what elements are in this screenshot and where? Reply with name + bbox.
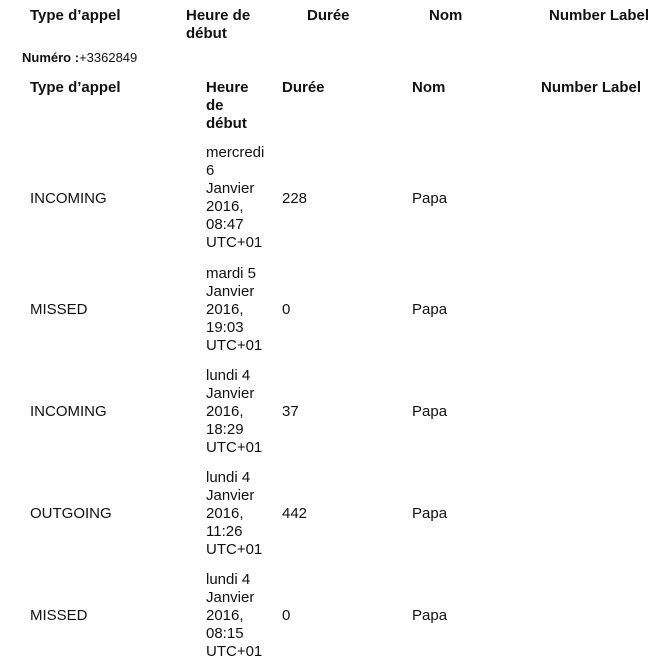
call-duration: 442 xyxy=(282,505,308,522)
header-name: Nom xyxy=(429,7,463,24)
call-start-time: mercredi 6 Janvier 2016, 08:47 UTC+01 xyxy=(206,144,265,251)
header-type: Type d’appel xyxy=(30,7,121,24)
phone-number-value: +3362849 xyxy=(79,50,138,65)
contact-name: Papa xyxy=(412,190,448,207)
table-row xyxy=(0,571,664,663)
call-duration: 0 xyxy=(282,301,291,318)
header-duration: Durée xyxy=(307,7,350,24)
call-start-time: lundi 4 Janvier 2016, 08:15 UTC+01 xyxy=(206,571,263,660)
call-duration: 0 xyxy=(282,607,291,624)
call-type: INCOMING xyxy=(30,403,107,420)
column-type: Type d’appel xyxy=(30,79,121,96)
call-duration: 37 xyxy=(282,403,299,420)
column-duration: Durée xyxy=(282,79,325,96)
call-type: OUTGOING xyxy=(30,505,112,522)
call-log-header xyxy=(0,78,664,136)
call-start-time: lundi 4 Janvier 2016, 18:29 UTC+01 xyxy=(206,367,263,456)
call-type: MISSED xyxy=(30,301,88,318)
column-name: Nom xyxy=(412,79,446,96)
table-row xyxy=(0,144,664,254)
contact-name: Papa xyxy=(412,505,448,522)
table-row xyxy=(0,367,664,459)
phone-number-label: Numéro : xyxy=(22,50,80,65)
column-start: Heure de début xyxy=(206,79,249,132)
call-log-table xyxy=(0,78,664,662)
call-start-time: mardi 5 Janvier 2016, 19:03 UTC+01 xyxy=(206,265,263,354)
contact-name: Papa xyxy=(412,301,448,318)
top-header-row xyxy=(0,0,664,44)
column-number-label: Number Label xyxy=(541,79,642,96)
contact-name: Papa xyxy=(412,607,448,624)
contact-name: Papa xyxy=(412,403,448,420)
header-number-label: Number Label xyxy=(549,7,650,24)
header-start: Heure de début xyxy=(186,7,251,42)
call-duration: 228 xyxy=(282,190,308,207)
phone-number-line xyxy=(22,50,137,66)
call-type: MISSED xyxy=(30,607,88,624)
call-type: INCOMING xyxy=(30,190,107,207)
call-start-time: lundi 4 Janvier 2016, 11:26 UTC+01 xyxy=(206,469,263,558)
table-row xyxy=(0,265,664,357)
table-row xyxy=(0,469,664,561)
